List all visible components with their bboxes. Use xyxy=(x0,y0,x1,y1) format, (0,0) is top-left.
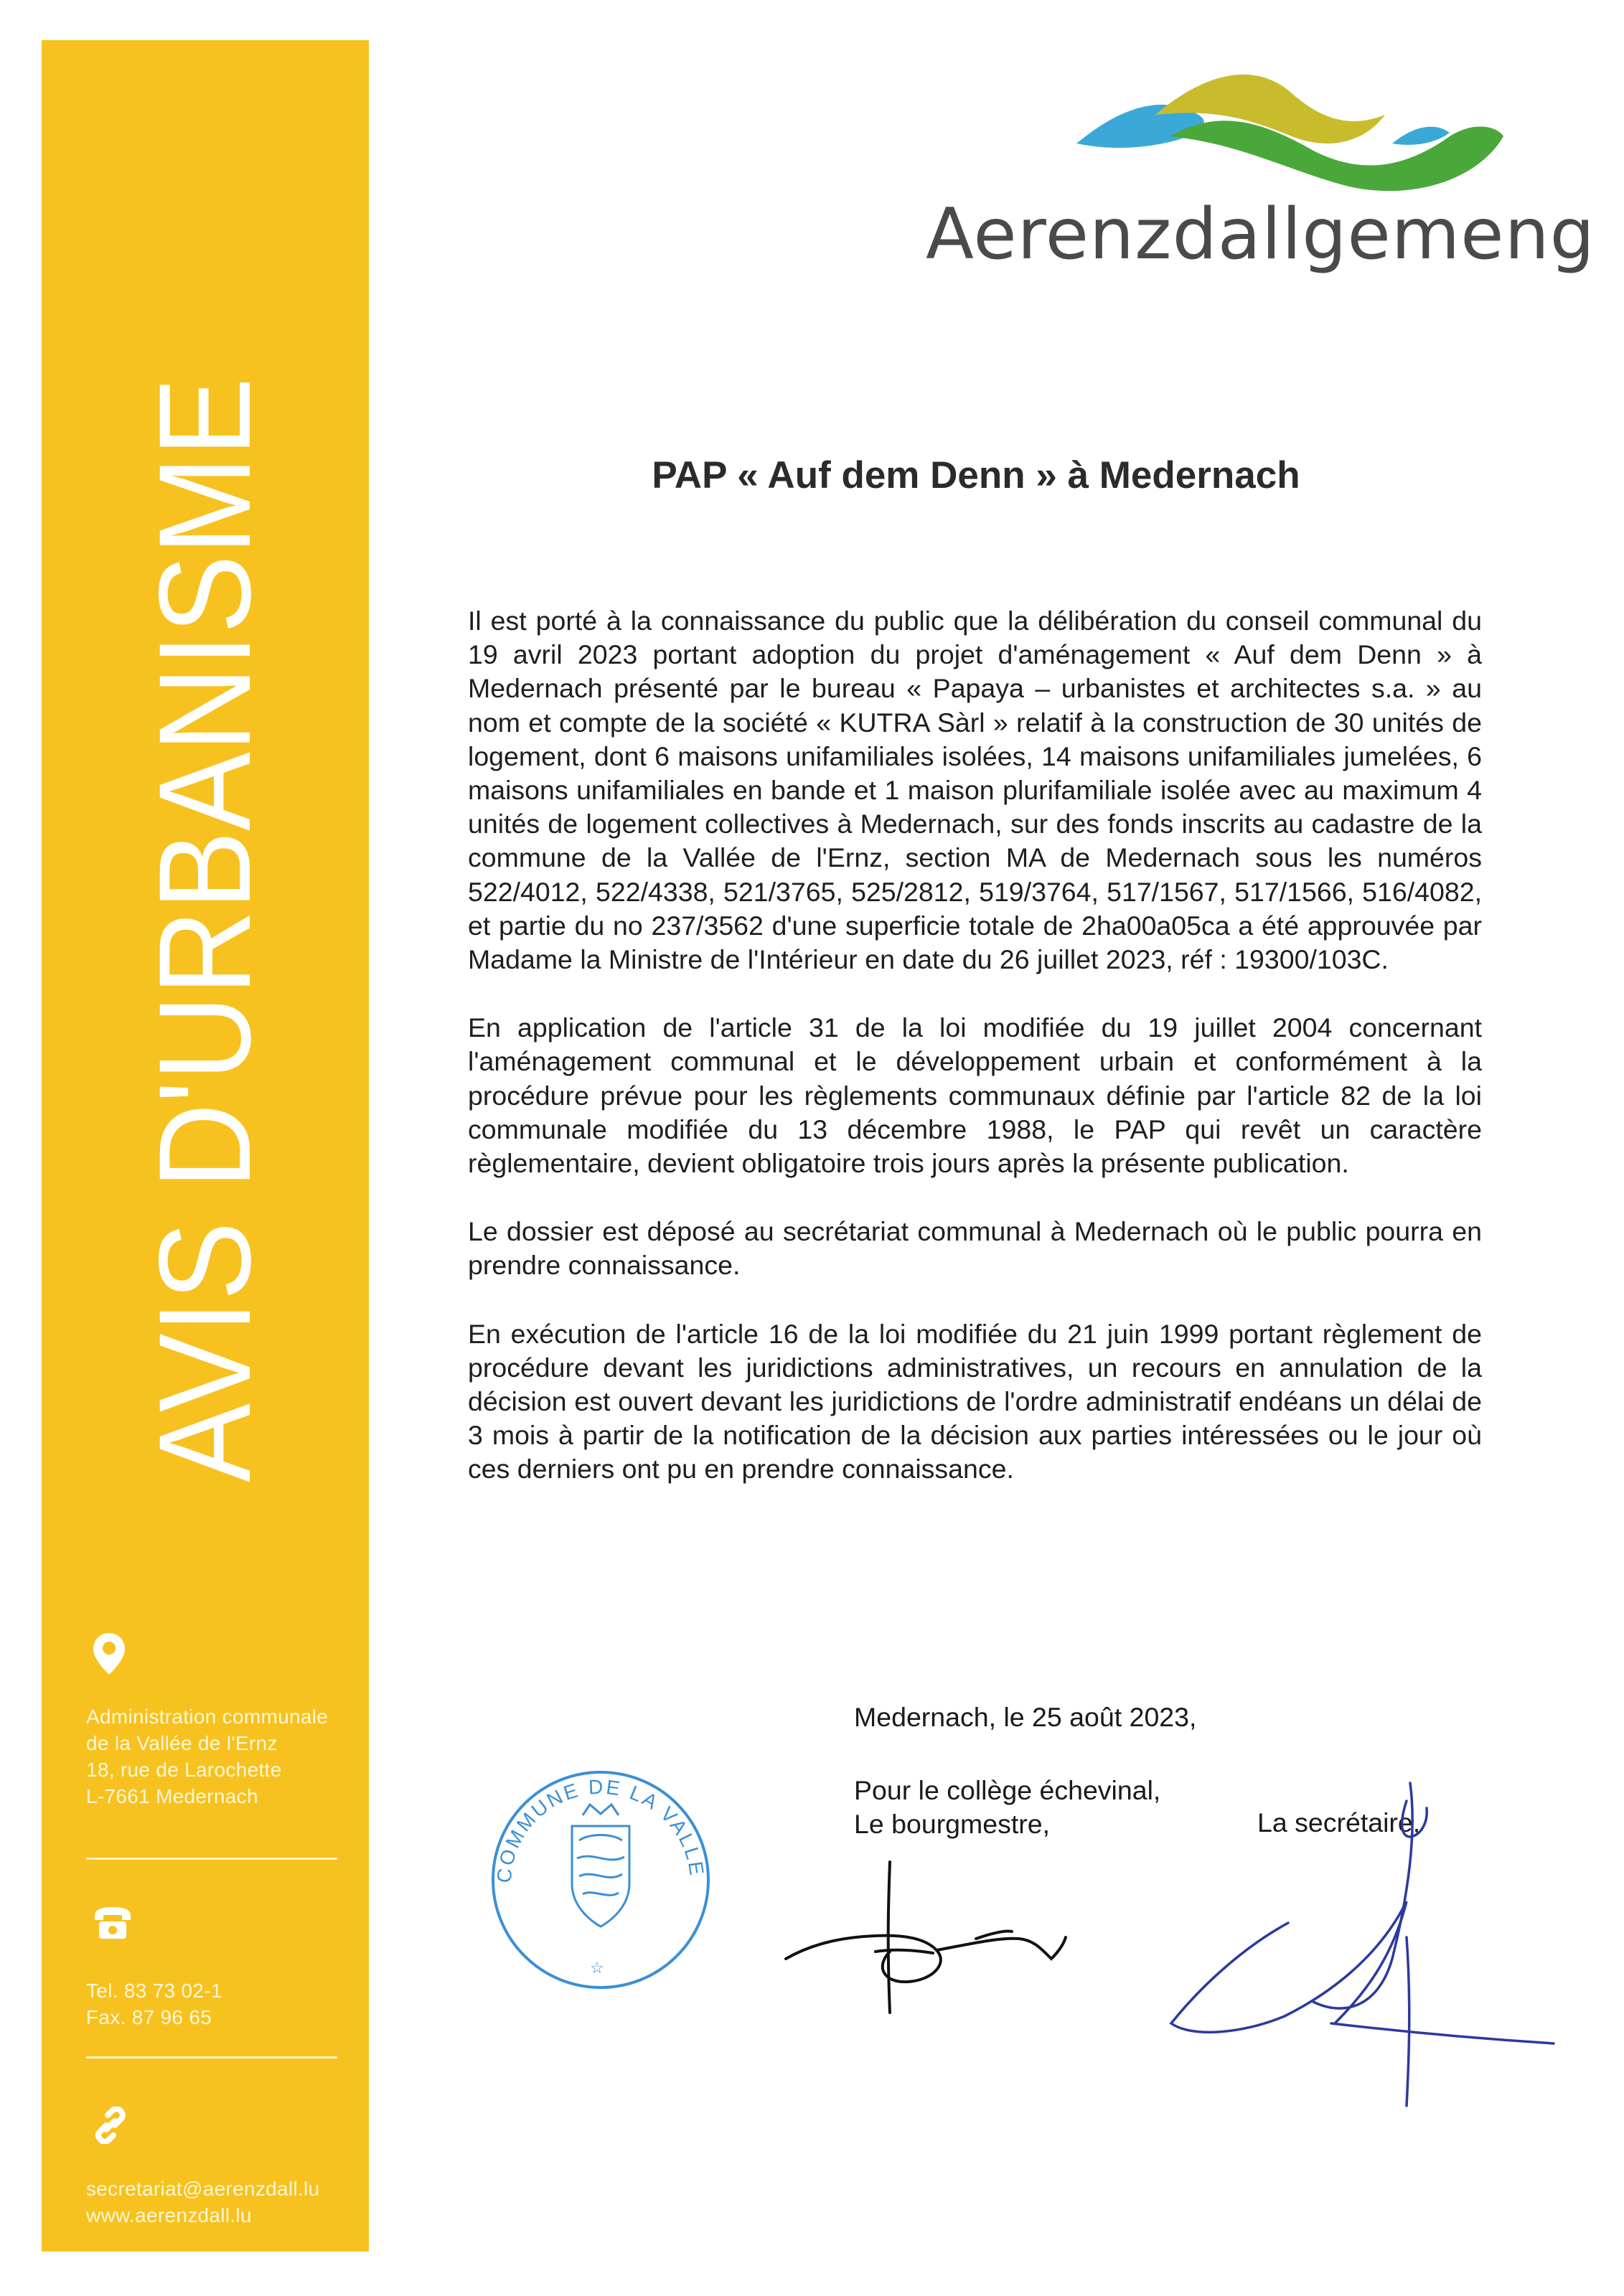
address-line: L-7661 Medernach xyxy=(86,1785,258,1807)
svg-text:☆: ☆ xyxy=(590,1959,604,1977)
place-date: Medernach, le 25 août 2023, xyxy=(854,1702,1197,1732)
website-link[interactable]: www.aerenzdall.lu xyxy=(86,2204,252,2226)
stamp-text: COMMUNE DE LA VALLE xyxy=(492,1775,708,1884)
paragraph: En exécution de l'article 16 de la loi modifiée du 21 juin 1999 portant règlement de procédure devant les juridictions administratives, un recours en annulation de la décision est ouvert devant les juridictions de l'ordre administratif endéans un délai de 3 mois à partir de la notification de la décision aux parties intéressées ou le jour où ces derniers ont pu en prendre connaissance. xyxy=(468,1318,1482,1485)
college-label: Pour le collège échevinal, xyxy=(854,1775,1161,1805)
logo-wordmark: Aerenzdallgemeng xyxy=(926,194,1595,276)
link-icon xyxy=(92,2107,129,2147)
secretary-signature xyxy=(1163,1779,1564,2109)
web-block xyxy=(86,2175,319,2229)
logo-hills-icon xyxy=(1076,65,1507,194)
paragraph: Il est porté à la connaissance du public que la délibération du conseil communal du 19 avril 2023 portant adoption du projet d'aménagement « Auf dem Denn » à Medernach présenté par le bureau « Papaya – urbanistes et architectes s.a. » au nom et compte de la société « KUTRA Sàrl » relatif à la construction de 30 unités de logement, dont 6 maisons unifamiliales isolées, 14 maisons unifamiliales jumelées, 6 maisons unifamiliales en bande et 1 maison plurifamiliale isolée avec au maximum 4 unités de logement collectives à Medernach, sur des fonds inscrits au cadastre de la commune de la Vallée de l'Ernz, section MA de Medernach sous les numéros 522/4012, 522/4338, 521/3765, 525/2812, 519/3764, 517/1567, 517/1566, 516/4082, et partie du no 237/3562 d'une superficie totale de 2ha00a05ca a été approuvée par Madame la Ministre de l'Intérieur en date du 26 juillet 2023, réf : 19300/103C. xyxy=(468,606,1482,975)
sidebar-title: AVIS D'URBANISME xyxy=(131,262,278,1482)
secretary-label: La secrétaire, xyxy=(1257,1807,1421,1838)
phone-line: Tel. 83 73 02-1 xyxy=(86,1980,222,2002)
sidebar-title-svg xyxy=(42,40,369,1547)
mayor-signature xyxy=(782,1858,1098,2031)
divider xyxy=(86,1858,337,1860)
document-body xyxy=(468,604,1482,1521)
address-line: 18, rue de Larochette xyxy=(86,1759,282,1781)
phone-icon xyxy=(92,1906,133,1944)
college-signature-label xyxy=(854,1774,1160,1841)
address-block xyxy=(86,1703,328,1810)
sidebar-title-block xyxy=(42,40,369,1547)
svg-text:COMMUNE DE LA VALLEE DE L'ERNZ xyxy=(482,1758,708,1884)
phone-block xyxy=(86,1977,222,2031)
email-link[interactable]: secretariat@aerenzdall.lu xyxy=(86,2178,320,2200)
address-line: de la Vallée de l'Ernz xyxy=(86,1732,278,1754)
document-title: PAP « Auf dem Denn » à Medernach xyxy=(652,454,1300,497)
address-line: Administration communale xyxy=(86,1705,329,1728)
sidebar xyxy=(42,40,369,2252)
paragraph: Le dossier est déposé au secrétariat communal à Medernach où le public pourra en prendre connaissance. xyxy=(468,1216,1482,1281)
mayor-label: Le bourgmestre, xyxy=(854,1809,1051,1839)
divider xyxy=(86,2056,337,2059)
logo xyxy=(926,65,1595,280)
paragraph: En application de l'article 31 de la loi modifiée du 19 juillet 2004 concernant l'aménagement communal et le développement urbain et conformément à la procédure prévue pour les règlements communaux définie par l'article 82 de la loi communale modifiée du 13 décembre 1988, le PAP qui revêt un caractère règlementaire, devient obligatoire trois jours après la présente publication. xyxy=(468,1012,1482,1179)
commune-stamp xyxy=(482,1758,719,1995)
fax-line: Fax. 87 96 65 xyxy=(86,2006,212,2028)
location-pin-icon xyxy=(92,1632,126,1680)
